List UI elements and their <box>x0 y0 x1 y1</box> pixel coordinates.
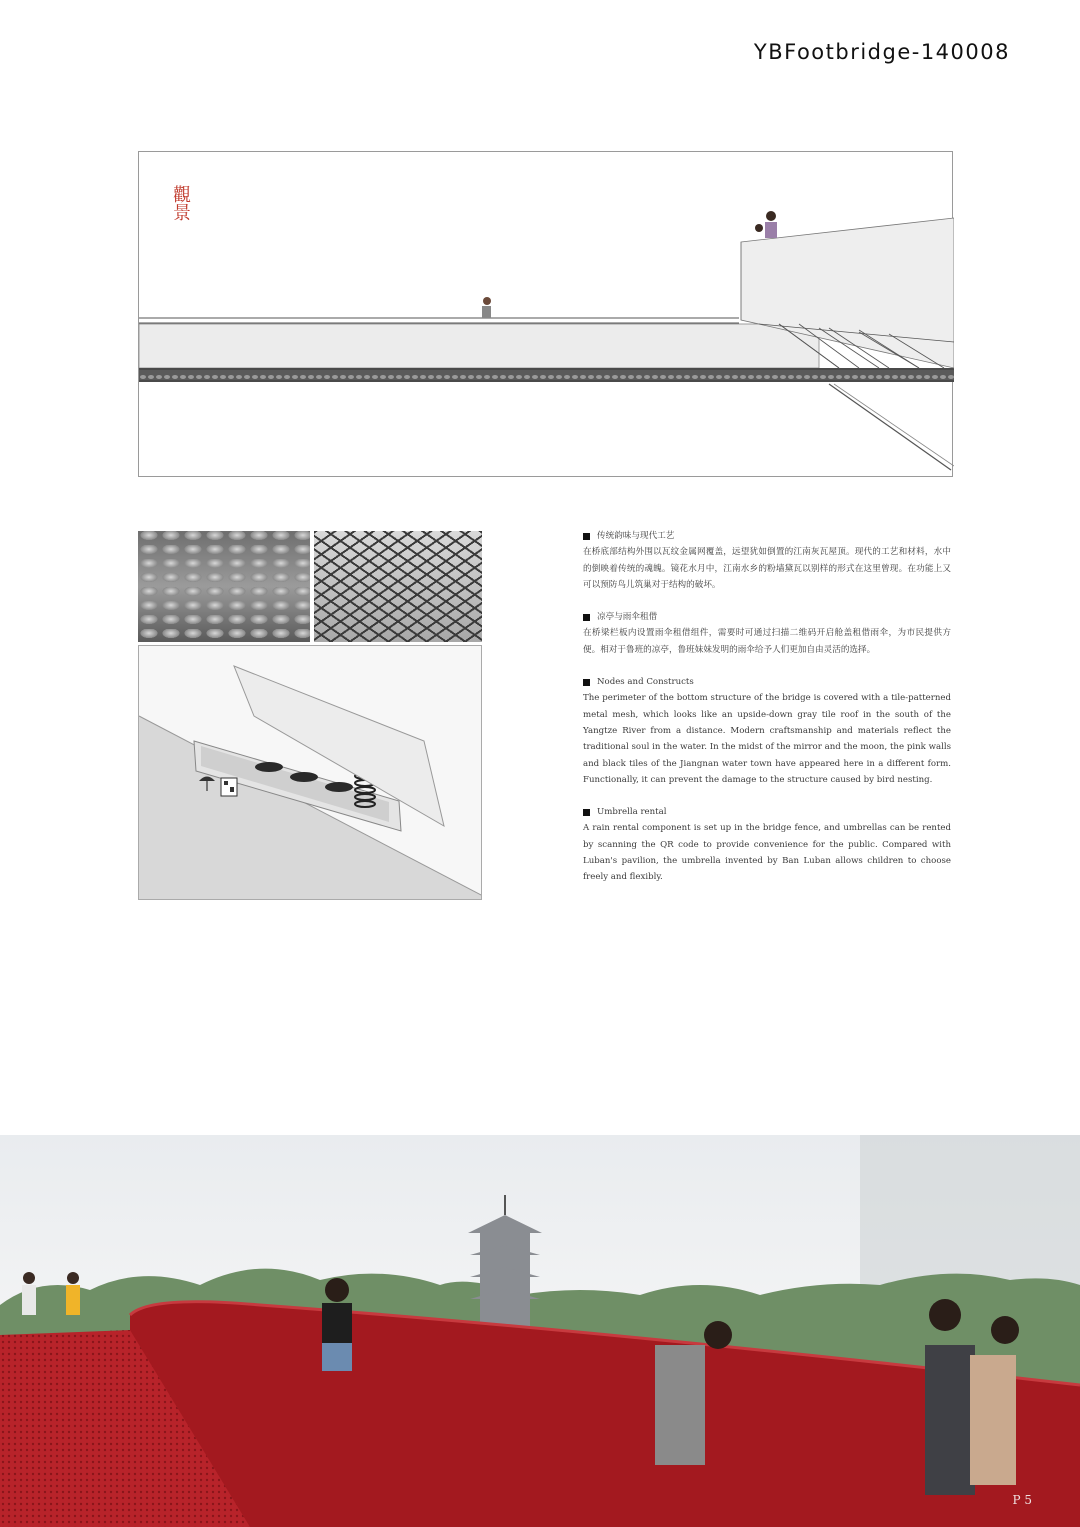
section-nodes-constructs <box>583 674 951 788</box>
qr-code-icon <box>221 778 237 796</box>
section-title: Nodes and Constructs <box>597 677 694 688</box>
section-umbrella-rental <box>583 804 951 885</box>
section-body: 在桥梁栏板内设置雨伞租借组件，需要时可通过扫描二维码开启舱盖租借雨伞，为市民提供方便。相对于鲁班的凉亭，鲁班妹妹发明的雨伞给予人们更加自由灵活的选择。 <box>583 628 951 655</box>
section-traditional-craft <box>583 528 951 593</box>
person-figure <box>755 211 777 238</box>
person-figure <box>482 297 491 318</box>
section-body: The perimeter of the bottom structure of the bridge is covered with a tile-patterned metal mesh, which looks like an upside-down gray tile roof in the south of the Yangtze River from a distance. Modern craftsmanship and materials reflect the traditional soul in the water. In the midst of the mirror and the moon, the pink walls and black tiles of the Jiangnan water town have appeared here in a different form. Functionally, it can prevent the damage to the structure caused by bird nesting. <box>583 693 951 785</box>
page-title: YBFootbridge-140008 <box>753 40 1010 64</box>
bullet-square-icon <box>583 679 590 686</box>
bullet-square-icon <box>583 614 590 621</box>
description-text <box>583 528 951 902</box>
section-title: 传统韵味与现代工艺 <box>597 531 675 541</box>
section-title: 凉亭与雨伞租借 <box>597 612 658 623</box>
bridge-perspective-photo <box>0 1135 1080 1527</box>
bullet-square-icon <box>583 533 590 540</box>
section-title: Umbrella rental <box>597 807 667 818</box>
gray-tile-roof-image <box>138 531 310 642</box>
section-pavilion-umbrella <box>583 609 951 658</box>
page-number: P 5 <box>1012 1493 1032 1507</box>
bullet-square-icon <box>583 809 590 816</box>
bridge-elevation-drawing <box>138 151 953 477</box>
elevation-svg <box>139 152 954 478</box>
umbrella-rental-render <box>138 645 482 900</box>
section-body: A rain rental component is set up in the bridge fence, and umbrellas can be rented by scanning the QR code to provide convenience for the public. Compared with Luban's pavilion, the umbrella invented by Ban Luban allows children to choose freely and flexibly. <box>583 823 951 883</box>
section-body: 在桥底部结构外围以瓦纹金属网覆盖，远望犹如倒置的江南灰瓦屋顶。现代的工艺和材料，水中的倒映着传统的魂魄。镜花水月中，江南水乡的粉墙黛瓦以别样的形式在这里曾现。在功能上又可以预防鸟儿筑巢对于结构的破坏。 <box>583 547 951 590</box>
seal-stamp: 觀景 <box>170 185 191 221</box>
metal-mesh-image <box>314 531 482 642</box>
